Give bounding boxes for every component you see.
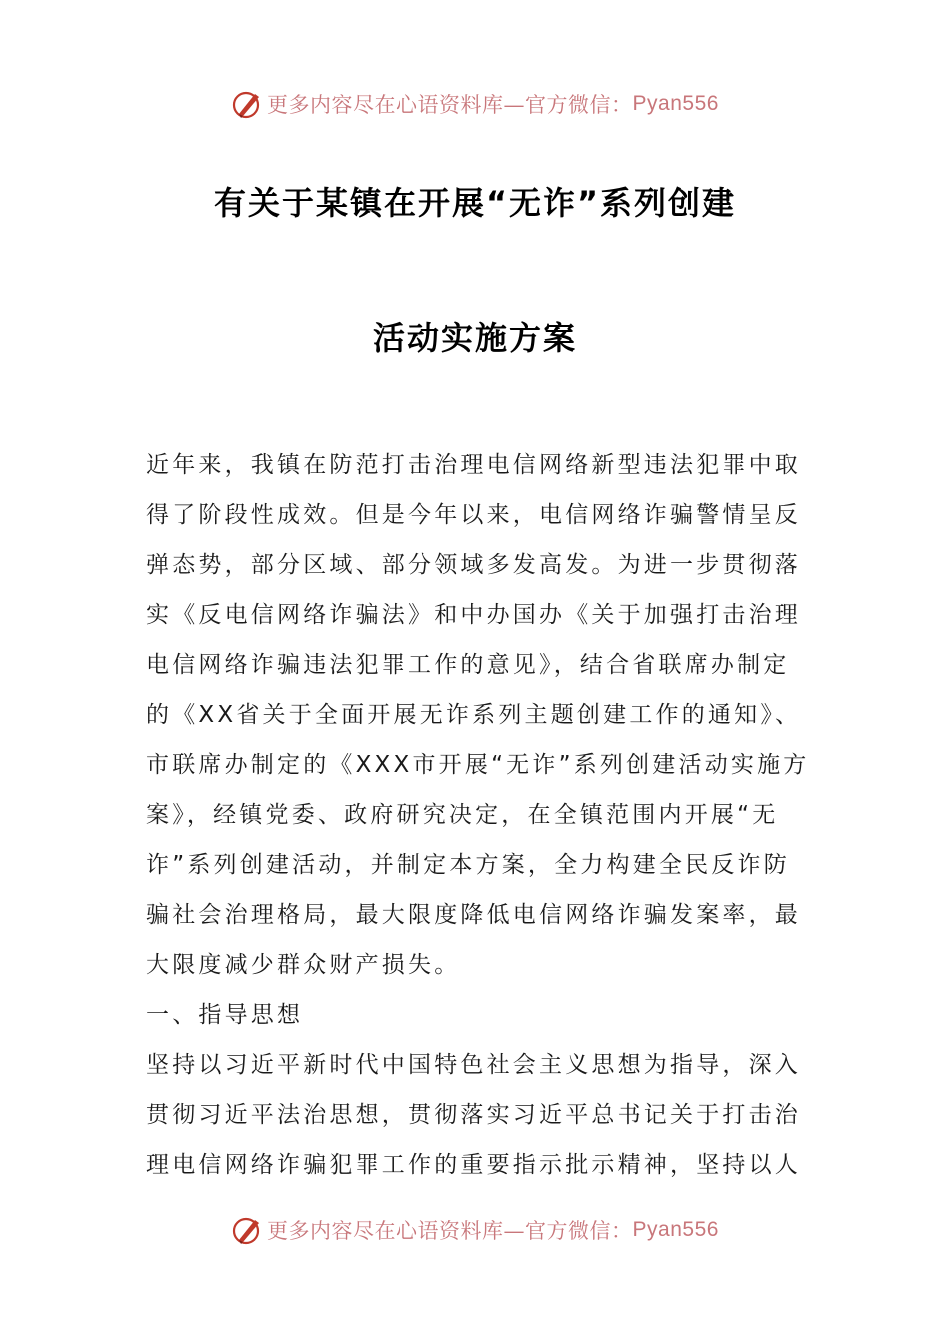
body-line: 的《XX省关于全面开展无诈系列主题创建工作的通知》、 <box>146 702 802 728</box>
body-line: 大限度减少群众财产损失。 <box>146 952 461 978</box>
document-body <box>146 440 810 1190</box>
body-line: 得了阶段性成效。但是今年以来，电信网络诈骗警情呈反 <box>146 502 801 528</box>
body-line: 理电信网络诈骗犯罪工作的重要指示批示精神，坚持以人 <box>146 1152 801 1178</box>
section-heading: 一、指导思想 <box>146 1002 304 1028</box>
body-line: 坚持以习近平新时代中国特色社会主义思想为指导，深入 <box>146 1052 801 1078</box>
body-line: 近年来，我镇在防范打击治理电信网络新型违法犯罪中取 <box>146 452 801 478</box>
pen-logo-icon <box>231 1214 263 1246</box>
watermark-banner-top <box>0 84 950 124</box>
watermark-text: 更多内容尽在心语资料库—官方微信： <box>267 93 633 117</box>
document-title-line1: 有关于某镇在开展“无诈”系列创建 <box>213 184 737 222</box>
body-line: 市联席办制定的《XXX市开展“无诈”系列创建活动实施方 <box>146 752 810 778</box>
watermark-id: Pyan556 <box>632 1218 719 1241</box>
body-line: 实《反电信网络诈骗法》和中办国办《关于加强打击治理 <box>146 602 801 628</box>
pen-logo-icon <box>231 88 263 120</box>
body-line: 骗社会治理格局，最大限度降低电信网络诈骗发案率，最 <box>146 902 801 928</box>
document-title-line2: 活动实施方案 <box>372 319 577 357</box>
body-line: 诈”系列创建活动，并制定本方案，全力构建全民反诈防 <box>146 852 790 878</box>
body-line: 弹态势，部分区域、部分领域多发高发。为进一步贯彻落 <box>146 552 801 578</box>
watermark-id: Pyan556 <box>632 92 719 115</box>
body-line: 案》，经镇党委、政府研究决定，在全镇范围内开展“无 <box>146 802 779 828</box>
watermark-text: 更多内容尽在心语资料库—官方微信： <box>267 1219 633 1243</box>
body-line: 电信网络诈骗违法犯罪工作的意见》，结合省联席办制定 <box>146 652 790 678</box>
body-line: 贯彻习近平法治思想，贯彻落实习近平总书记关于打击治 <box>146 1102 801 1128</box>
watermark-banner-bottom <box>0 1210 950 1250</box>
